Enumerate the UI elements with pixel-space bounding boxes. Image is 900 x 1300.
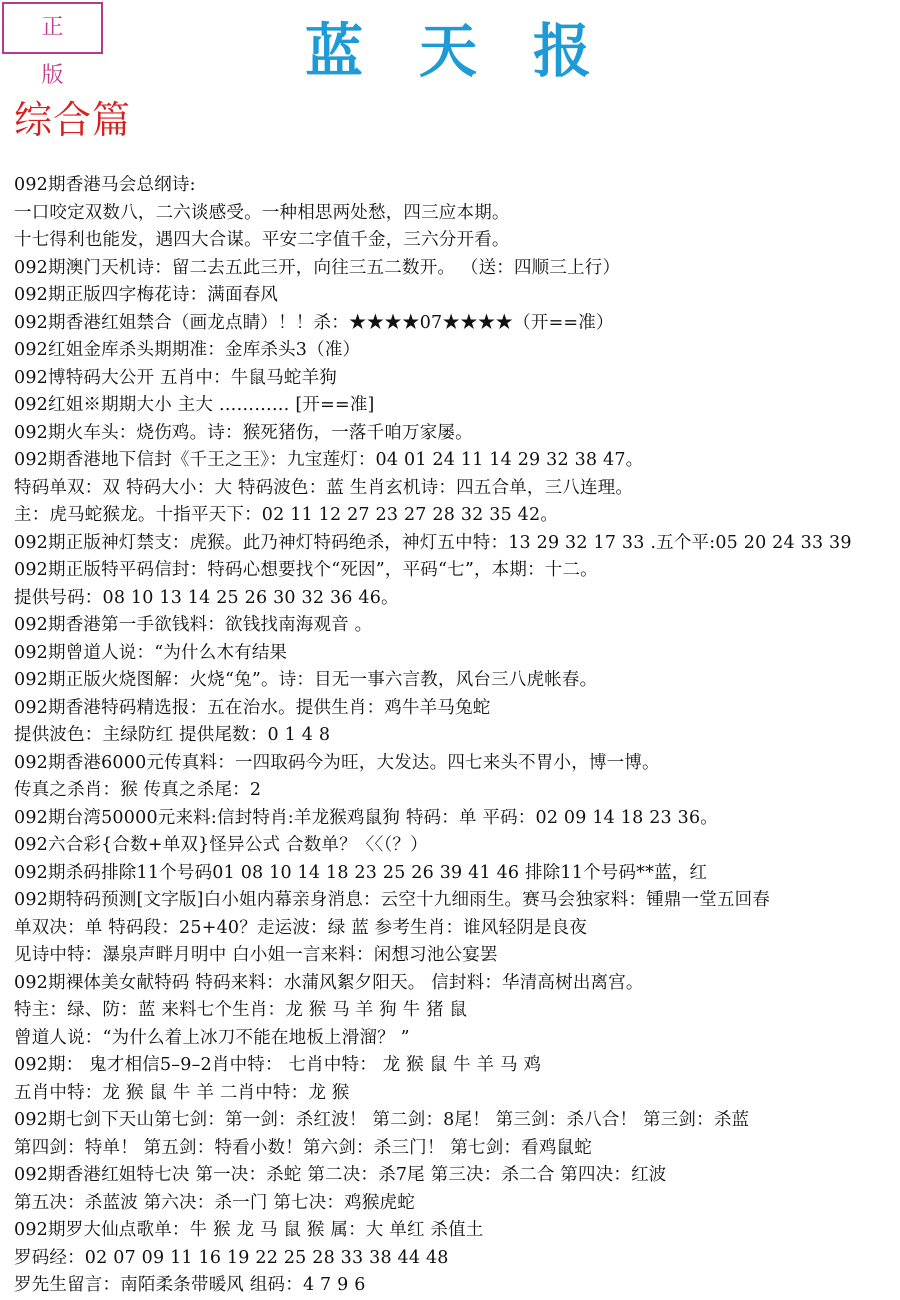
text-line: 092红姐※期期大小 主大 ………… [开==准] bbox=[14, 395, 375, 415]
text-line: 092期正版神灯禁支：虎猴。此乃神灯特码绝杀，神灯五中特：13 29 32 17 33 .五个平:05 20 24 33 39 bbox=[14, 532, 852, 553]
text-line: 092期正版四字梅花诗：满面春风 bbox=[14, 285, 279, 305]
text-line: 092期火车头：烧伤鸡。诗：猴死猪伤，一落千咱万家屡。 bbox=[14, 422, 473, 443]
text-line: 092期台湾50000元来料:信封特肖:羊龙猴鸡鼠狗 特码：单 平码：02 09 14 18 23 36。 bbox=[14, 807, 719, 828]
text-line: 罗码经：02 07 09 11 16 19 22 25 28 33 38 44 48 bbox=[14, 1247, 449, 1268]
text-line: 092期七剑下天山第七剑：第一剑：杀红波！ 第二剑：8尾！ 第三剑：杀八合！ 第三剑：杀蓝 bbox=[14, 1110, 750, 1130]
text-line: 092期正版火烧图解：火烧“兔”。诗：目无一事六言教，风台三八虎帐春。 bbox=[14, 670, 598, 690]
text-line: 092六合彩{合数+单双}怪异公式 合数单？〈〈（？） bbox=[14, 835, 428, 855]
newspaper-masthead: 蓝天报 bbox=[305, 17, 648, 85]
text-line: 主：虎马蛇猴龙。十指平天下：02 11 12 27 23 27 28 32 35 42。 bbox=[14, 505, 559, 525]
text-line: 第四剑：特单！ 第五剑：特看小数！第六剑：杀三门！ 第七剑：看鸡鼠蛇 bbox=[14, 1137, 592, 1158]
text-line: 092期裸体美女献特码 特码来料：水蒲风絮夕阳天。 信封料：华清高树出离宫。 bbox=[14, 972, 644, 993]
text-line: 五肖中特：龙 猴 鼠 牛 羊 二肖中特：龙 猴 bbox=[14, 1082, 350, 1103]
text-line: 092期澳门天机诗：留二去五此三开，向往三五二数开。 （送：四顺三上行） bbox=[14, 257, 621, 278]
text-line: 092期曾道人说：“为什么木有结果 bbox=[14, 642, 288, 663]
text-line: 092期香港红姐特七决 第一决：杀蛇 第二决：杀7尾 第三决：杀二合 第四决：红波 bbox=[14, 1165, 667, 1185]
text-line: 092期香港6000元传真料：一四取码今为旺，大发达。四七来头不胃小，博一博。 bbox=[14, 752, 660, 773]
text-line: 传真之杀肖：猴 传真之杀尾：2 bbox=[14, 780, 262, 800]
text-line: 092期： 鬼才相信5–9–2肖中特： 七肖中特： 龙 猴 鼠 牛 羊 马 鸡 bbox=[14, 1055, 542, 1075]
article-body bbox=[14, 172, 898, 1300]
text-line: 罗先生留言：南陌柔条带暖风 组码：4 7 9 6 bbox=[14, 1275, 366, 1295]
text-line: 单双决：单 特码段：25+40？走运波：绿 蓝 参考生肖：谁风轻阴是良夜 bbox=[14, 917, 588, 938]
text-line: 特主：绿、防：蓝 来料七个生肖：龙 猴 马 羊 狗 牛 猪 鼠 bbox=[14, 1000, 468, 1020]
text-line: 一口咬定双数八，二六谈感受。一种相思两处愁，四三应本期。 bbox=[14, 202, 510, 223]
text-line: 092期特码预测[文字版]白小姐内幕亲身消息：云空十九细雨生。赛马会独家料：锺鼎一堂五回春 bbox=[14, 890, 771, 910]
text-line: 曾道人说：“为什么着上冰刀不能在地板上滑溜？ ” bbox=[14, 1027, 410, 1048]
text-line: 092期杀码排除11个号码01 08 10 14 18 23 25 26 39 41 46 排除11个号码**蓝，红 bbox=[14, 862, 708, 883]
text-line: 092期香港特码精选报：五在治水。提供生肖：鸡牛羊马兔蛇 bbox=[14, 697, 491, 718]
text-line: 092红姐金库杀头期期准：金库杀头3（准） bbox=[14, 340, 361, 360]
text-line: 092期香港马会总纲诗: bbox=[14, 175, 196, 195]
text-line: 见诗中特：瀑泉声畔月明中 白小姐一言来料：闲想习池公宴罢 bbox=[14, 945, 498, 965]
section-heading: 综合篇 bbox=[14, 98, 132, 142]
text-line: 092期香港地下信封《千王之王》：九宝莲灯：04 01 24 11 14 29 32 38 47。 bbox=[14, 450, 644, 470]
text-line: 092期正版特平码信封：特码心想要找个“死因”，平码“七”，本期：十二。 bbox=[14, 560, 598, 580]
text-line: 092期罗大仙点歌单：牛 猴 龙 马 鼠 猴 属：大 单红 杀值土 bbox=[14, 1220, 484, 1240]
text-line: 092博特码大公开 五肖中：牛鼠马蛇羊狗 bbox=[14, 367, 337, 388]
text-line: 特码单双：双 特码大小：大 特码波色：蓝 生肖玄机诗：四五合单，三八连理。 bbox=[14, 477, 634, 498]
text-line: 092期香港第一手欲钱料：欲钱找南海观音 。 bbox=[14, 615, 373, 635]
text-line: 提供号码：08 10 13 14 25 26 30 32 36 46。 bbox=[14, 587, 399, 608]
text-line: 092期香港红姐禁合（画龙点睛）！！杀：★★★★07★★★★（开==准） bbox=[14, 312, 614, 333]
text-line: 十七得利也能发，遇四大合谋。平安二字值千金，三六分开看。 bbox=[14, 230, 510, 250]
text-line: 第五决：杀蓝波 第六决：杀一门 第七决：鸡猴虎蛇 bbox=[14, 1192, 415, 1213]
text-line: 提供波色：主绿防红 提供尾数：0 1 4 8 bbox=[14, 725, 331, 745]
authentic-edition-badge: 正 版 bbox=[2, 2, 103, 54]
